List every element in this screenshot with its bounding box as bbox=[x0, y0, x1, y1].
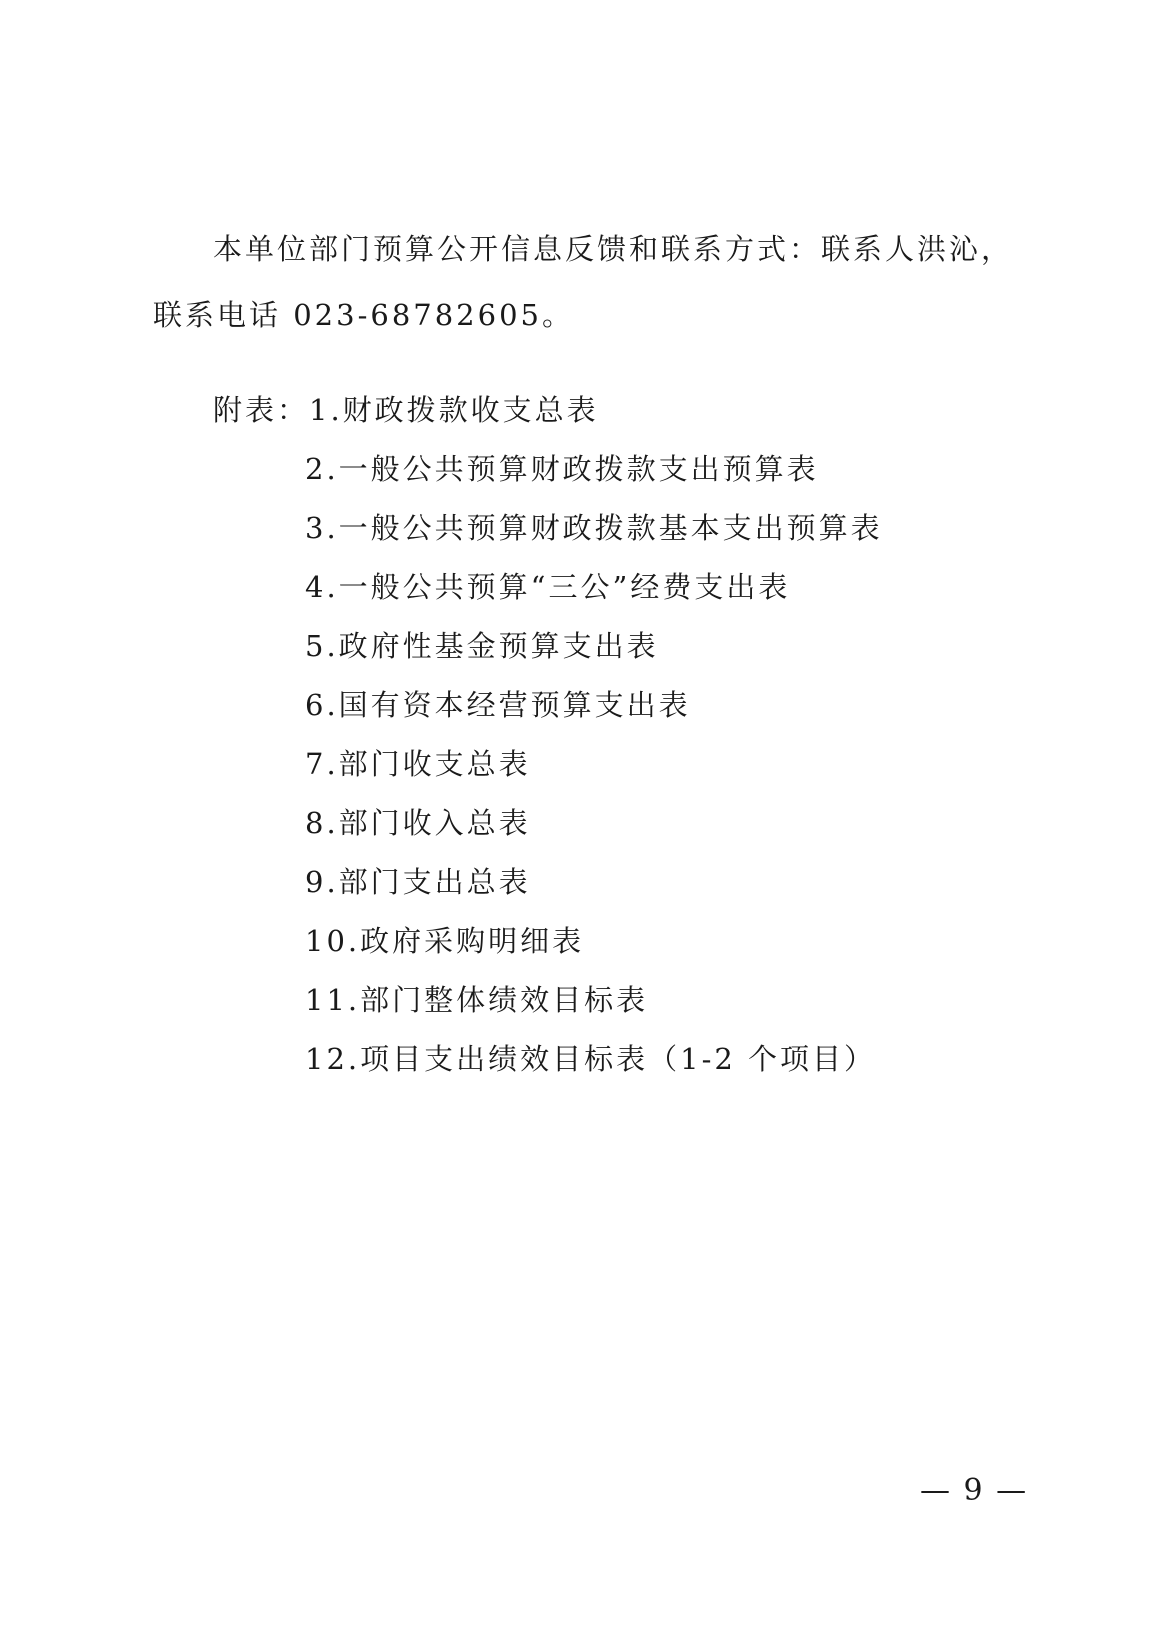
attachment-item-11: 11.部门整体绩效目标表 bbox=[305, 983, 649, 1017]
attachment-item-2: 2.一般公共预算财政拨款支出预算表 bbox=[305, 452, 819, 486]
attachment-item-3: 3.一般公共预算财政拨款基本支出预算表 bbox=[305, 511, 883, 545]
attachment-item-1-row bbox=[213, 394, 1023, 453]
attachment-item-5: 5.政府性基金预算支出表 bbox=[305, 629, 659, 663]
attachment-section bbox=[213, 394, 1023, 1102]
attachment-item-8: 8.部门收入总表 bbox=[305, 806, 531, 840]
attachment-item-6: 6.国有资本经营预算支出表 bbox=[305, 688, 691, 722]
attachment-item-10: 10.政府采购明细表 bbox=[305, 924, 585, 958]
attachment-item-9: 9.部门支出总表 bbox=[305, 865, 531, 899]
attachment-list bbox=[213, 453, 1023, 1102]
attachment-item-7: 7.部门收支总表 bbox=[305, 747, 531, 781]
attachment-item-4: 4.一般公共预算“三公”经费支出表 bbox=[305, 570, 791, 604]
attachment-item-1: 1.财政拨款收支总表 bbox=[309, 393, 599, 427]
contact-paragraph: 本单位部门预算公开信息反馈和联系方式：联系人洪沁，联系电话 023-68782605。 bbox=[153, 232, 1014, 332]
attachment-lead: 附表： bbox=[213, 393, 310, 427]
page-number: — 9 — bbox=[920, 1473, 1029, 1508]
attachment-item-12: 12.项目支出绩效目标表（1-2 个项目） bbox=[305, 1042, 877, 1076]
